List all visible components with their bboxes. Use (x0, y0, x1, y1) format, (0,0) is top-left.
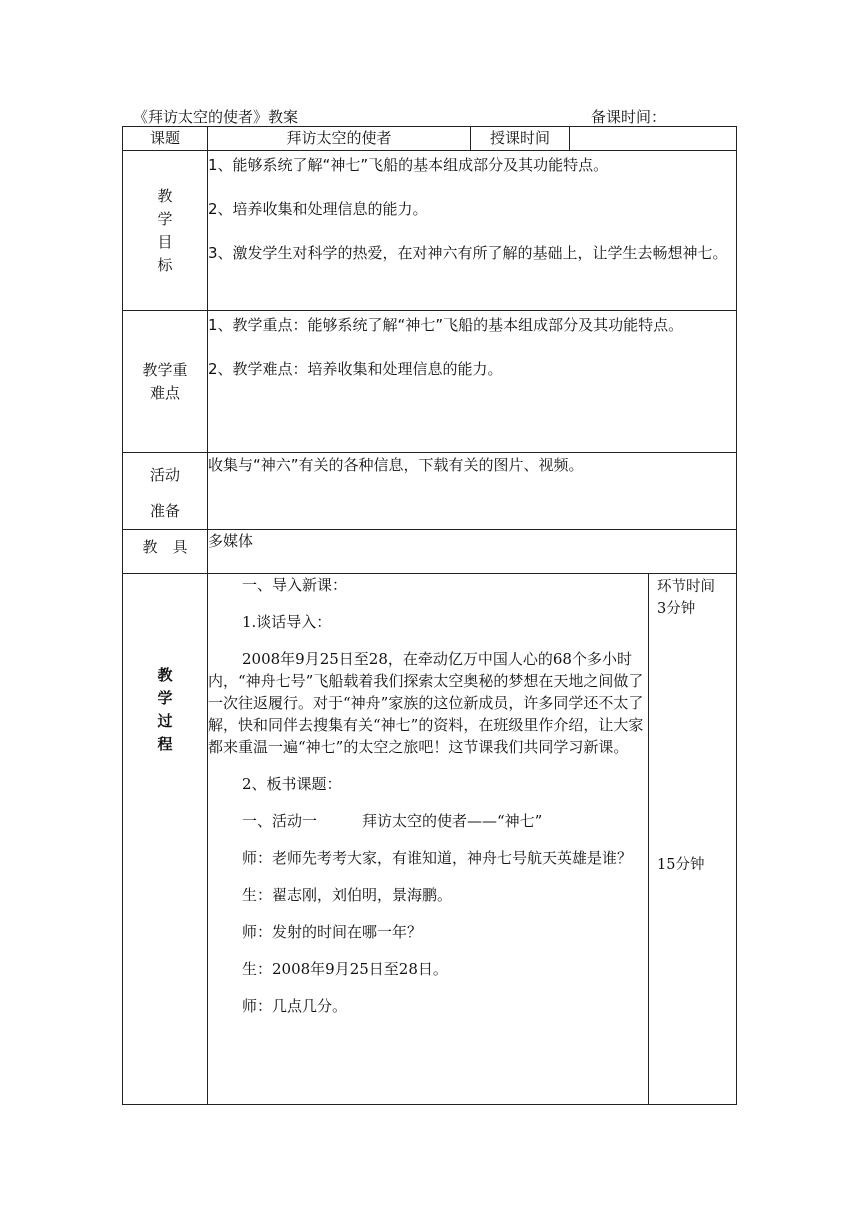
difficulty-item: 1、教学重点：能够系统了解“神七”飞船的基本组成部分及其功能特点。 (208, 316, 684, 334)
difficulty-item: 2、教学难点：培养收集和处理信息的能力。 (208, 360, 503, 378)
class-time-value (570, 127, 737, 151)
process-paragraph: 一、导入新课： (242, 576, 348, 594)
difficulties-row (123, 311, 737, 453)
time-value-1: 3分钟 (657, 601, 696, 617)
activity-prep-label-line: 活动 (149, 466, 180, 484)
topic-value: 拜访太空的使者 (208, 127, 471, 151)
lesson-plan-table (122, 126, 737, 1105)
goals-label-char: 标 (157, 255, 173, 274)
activity-prep-label-cell (123, 453, 208, 530)
goals-row (123, 151, 737, 311)
process-paragraph: 生：翟志刚，刘伯明，景海鹏。 (242, 886, 453, 904)
process-content (208, 574, 649, 1105)
goal-item: 1、能够系统了解“神七”飞船的基本组成部分及其功能特点。 (208, 156, 609, 174)
topic-label: 课题 (123, 127, 208, 151)
activity-prep-label-line: 准备 (149, 502, 180, 520)
process-paragraph: 生：2008年9月25日至28日。 (242, 960, 448, 978)
tools-content: 多媒体 (208, 530, 737, 574)
process-label-char: 学 (157, 689, 173, 707)
time-value-2: 15分钟 (657, 857, 705, 873)
goals-content (208, 151, 737, 311)
process-paragraph: 师：几点几分。 (242, 997, 348, 1015)
process-label-char: 教 (157, 666, 173, 684)
process-time-cell (649, 574, 737, 1105)
goal-item: 2、培养收集和处理信息的能力。 (208, 200, 428, 218)
goals-label-char: 教 (157, 186, 173, 205)
process-paragraph: 师：老师先考考大家，有谁知道，神舟七号航天英雄是谁？ (242, 849, 633, 867)
process-paragraph: 2、板书课题： (242, 775, 342, 793)
activity-prep-content: 收集与“神六”有关的各种信息，下载有关的图片、视频。 (208, 453, 737, 530)
process-paragraph: 1.谈话导入： (242, 613, 332, 631)
class-time-label: 授课时间 (471, 127, 570, 151)
process-label-char: 程 (157, 735, 173, 753)
document-title: 《拜访太空的使者》教案 (133, 108, 299, 126)
process-row (123, 574, 737, 1105)
process-paragraph: 2008年9月25日至28，在牵动亿万中国人心的68个多小时内，“神舟七号”飞船载着我们探索太空奥秘的梦想在天地之间做了一次往返履行。对于“神舟”家族的这位新成员，许多同学还不太了解，快和同伴去搜集有关“神七”的资料，在班级里作介绍，让大家都来重温一遍“神七”的太空之旅吧！这节课我们共同学习新课。 (208, 650, 644, 756)
process-label-cell (123, 574, 208, 1105)
process-paragraph: 师：发射的时间在哪一年？ (242, 923, 423, 941)
process-paragraph: 一、活动一 拜访太空的使者——“神七” (242, 812, 543, 830)
prep-time-label: 备课时间： (591, 108, 667, 126)
goals-label-char: 学 (157, 209, 173, 228)
time-header: 环节时间 (657, 579, 715, 595)
document-header (133, 106, 673, 126)
topic-row (123, 127, 737, 151)
tools-label: 教 具 (123, 530, 208, 574)
goal-item: 3、激发学生对科学的热爱，在对神六有所了解的基础上，让学生去畅想神七。 (208, 244, 728, 262)
difficulties-label-line: 难点 (149, 383, 180, 402)
difficulties-content (208, 311, 737, 453)
tools-row (123, 530, 737, 574)
difficulties-label-cell (123, 311, 208, 453)
goals-label-cell (123, 151, 208, 311)
difficulties-label-line: 教学重 (142, 360, 188, 379)
goals-label-char: 目 (157, 232, 173, 251)
activity-prep-row (123, 453, 737, 530)
process-label-char: 过 (157, 712, 173, 730)
